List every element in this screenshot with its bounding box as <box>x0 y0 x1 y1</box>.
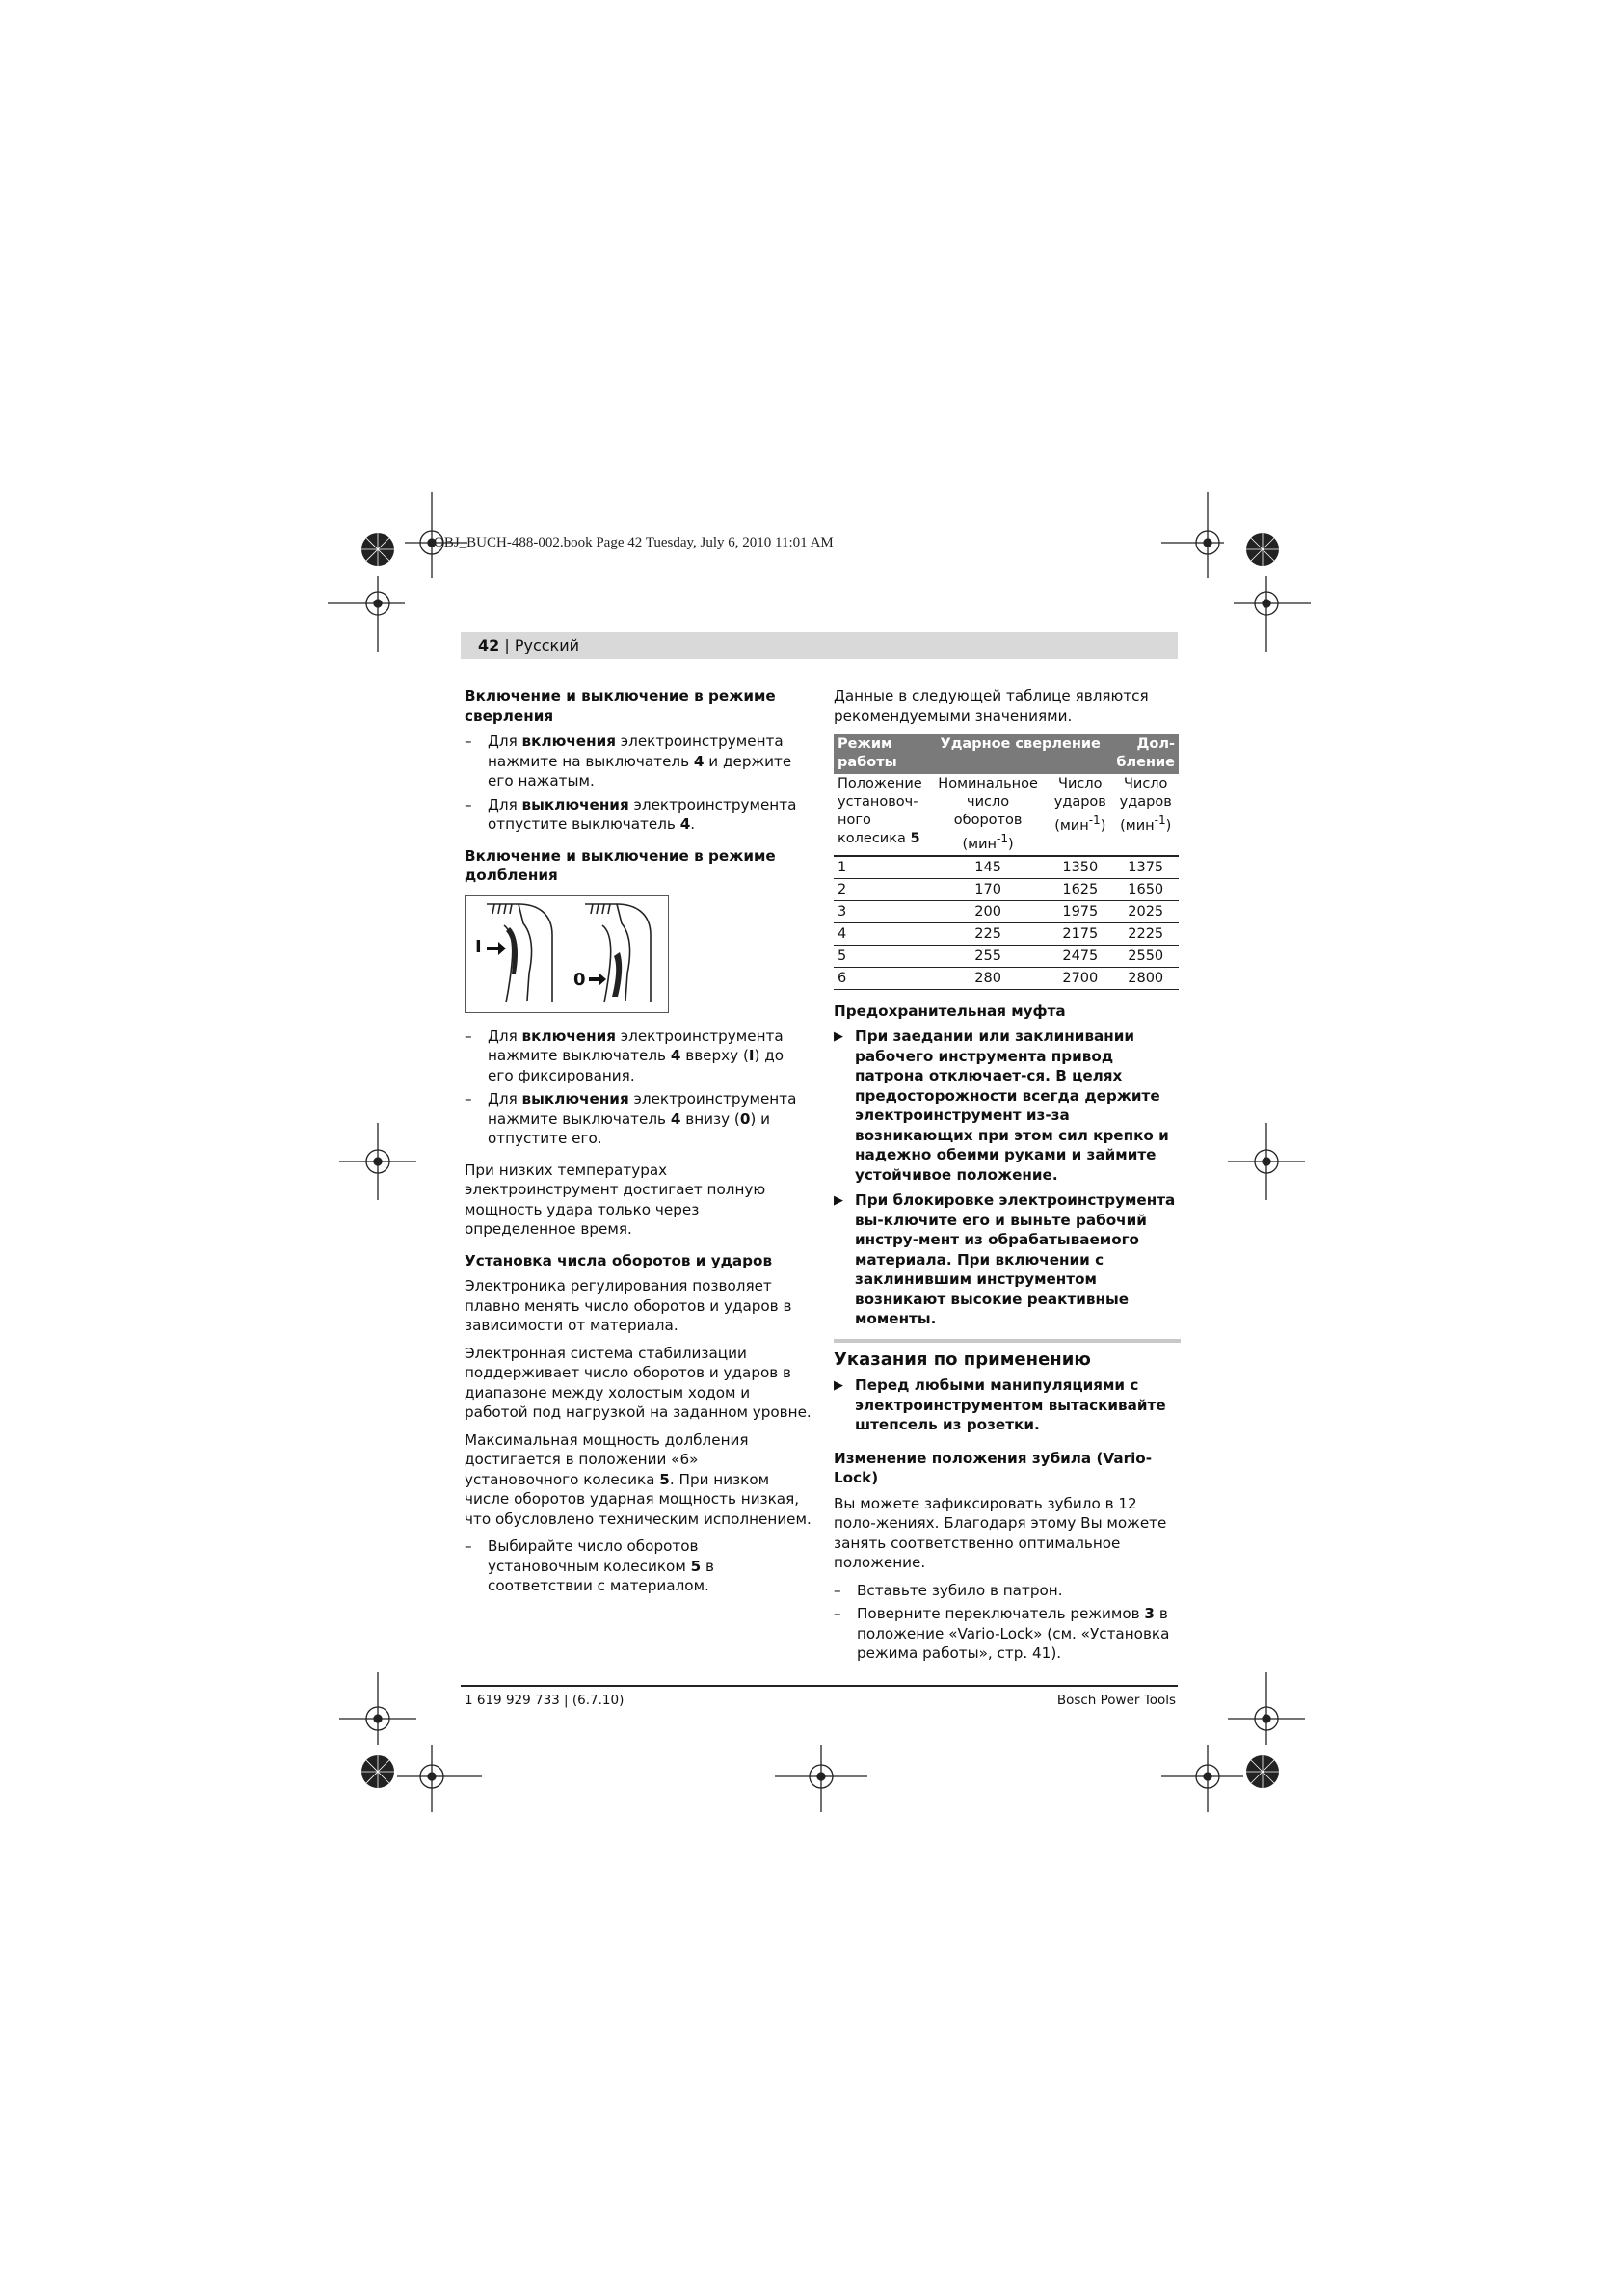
list-item: – Для выключения электроинструмента нажмите выключатель 4 внизу (0) и отпустите его. <box>465 1090 797 1147</box>
paragraph: Электронная система стабилизации поддерживает число оборотов и ударов в диапазоне между холостым ходом и работой под нагрузкой на заданном уровне. <box>465 1344 812 1421</box>
heading-vario-lock: Изменение положения зубила (Vario-Lock) <box>834 1449 1153 1487</box>
switch-illustration <box>465 895 669 1013</box>
right-column <box>834 686 1181 1668</box>
col-mode: Режим работы <box>834 734 928 774</box>
paragraph: Вы можете зафиксировать зубило в 12 поло-жениях. Благодаря этому Вы можете занять соответственно оптимальное положение. <box>834 1494 1167 1572</box>
crosshair-mark <box>775 1745 867 1812</box>
table-intro: Данные в следующей таблице являются рекомендуемыми значениями. <box>834 687 1149 725</box>
crosshair-mark <box>339 1123 416 1200</box>
subhead-bpm-chisel: Число ударов (мин$^{-1}$) <box>1112 774 1179 856</box>
triangle-bullet-icon: ▶ <box>834 1378 843 1394</box>
section-title: Указания по применению <box>834 1348 1091 1370</box>
star-target-mark <box>1246 533 1279 566</box>
list-item: – Для выключения электроинструмента отпустите выключатель 4. <box>465 795 797 833</box>
warning-item: ▶ При блокировке электроинструмента вы-ключите его и выньте рабочий инстру-мент из обрабатываемого материала. При включении с заклинившим инструментом возникают высокие реактивные моменты. <box>834 1191 1176 1328</box>
table-row: 6 280 2700 2800 <box>834 967 1179 989</box>
triangle-bullet-icon: ▶ <box>834 1193 843 1209</box>
crosshair-mark <box>1228 1672 1305 1745</box>
header-language: Русский <box>514 636 580 654</box>
page-number: 42 <box>478 636 500 654</box>
crosshair-mark <box>328 576 405 652</box>
dash-marker: – <box>465 1090 472 1108</box>
list-item: – Выбирайте число оборотов установочным колесиком 5 в соответствии с материалом. <box>465 1537 714 1594</box>
settings-table <box>834 734 1179 990</box>
heading-drill-mode: Включение и выключение в режиме сверления <box>465 687 776 725</box>
warning-item: ▶ При заедании или заклинивании рабочего инструмента привод патрона отключает-ся. В целях предосторожности всегда держите электроинструмент из-за возникающих при этом сил крепко и надежно обеими руками и займите устойчивое положение. <box>834 1028 1169 1184</box>
table-row: 3 200 1975 2025 <box>834 900 1179 922</box>
subhead-rpm: Номинальное число оборотов (мин$^{-1}$) <box>928 774 1048 856</box>
dash-marker: – <box>465 1027 472 1045</box>
paragraph: Электроника регулирования позволяет плавно менять число оборотов и ударов в зависимости от материала. <box>465 1277 792 1334</box>
triangle-bullet-icon: ▶ <box>834 1029 843 1045</box>
table-row: 1 145 1350 1375 <box>834 856 1179 879</box>
subhead-position: Положение установоч-ного колесика 5 <box>834 774 928 856</box>
dash-marker: – <box>465 795 472 814</box>
header-separator: | <box>504 636 510 654</box>
table-header-row <box>834 734 1179 774</box>
footer-doc-number: 1 619 929 733 | (6.7.10) <box>465 1693 625 1708</box>
crosshair-mark <box>1161 1745 1243 1812</box>
footer-rule <box>461 1685 1178 1687</box>
table-row: 4 225 2175 2225 <box>834 922 1179 945</box>
section-divider <box>834 1339 1181 1343</box>
dash-marker: – <box>465 1537 472 1555</box>
footer-brand: Bosch Power Tools <box>1056 1693 1176 1708</box>
dash-marker: – <box>465 733 472 750</box>
list-item: – Для включения электроинструмента нажмите на выключатель 4 и держите его нажатым. <box>465 733 792 789</box>
heading-clutch: Предохранительная муфта <box>834 1001 1066 1020</box>
print-slug: OBJ_BUCH-488-002.book Page 42 Tuesday, July 6, 2010 11:01 AM <box>434 535 834 550</box>
table-row: 5 255 2475 2550 <box>834 945 1179 967</box>
dash-marker: – <box>834 1581 841 1599</box>
star-target-mark <box>361 1755 394 1788</box>
paragraph-cold: При низких температурах электроинструмент достигает полную мощность удара только через определенное время. <box>465 1161 766 1238</box>
warning-item: ▶ Перед любыми манипуляциями с электроинструментом вытаскивайте штепсель из розетки. <box>834 1376 1166 1434</box>
heading-speed-setting: Установка числа оборотов и ударов <box>465 1251 773 1269</box>
list-item: – Для включения электроинструмента нажмите выключатель 4 вверху (I) до его фиксирования. <box>465 1027 785 1084</box>
label-off: 0 <box>573 969 586 990</box>
star-target-mark <box>361 533 394 566</box>
table-subheader-row <box>834 774 1179 856</box>
col-drill: Ударное сверление <box>928 734 1112 774</box>
crosshair-mark <box>1234 576 1311 652</box>
crosshair-mark <box>1228 1123 1305 1200</box>
page-header <box>461 632 1178 659</box>
label-on: I <box>475 936 482 957</box>
arrow-icon <box>487 942 506 955</box>
crosshair-mark <box>1161 492 1224 578</box>
crosshair-mark <box>339 1672 416 1745</box>
left-column <box>465 686 812 1600</box>
paragraph: Максимальная мощность долбления достигается в положении «6» установочного колесика 5. При низком числе оборотов ударная мощность низкая, что обусловлено техническим исполнением. <box>465 1430 812 1528</box>
star-target-mark <box>1246 1755 1279 1788</box>
list-item: – Поверните переключатель режимов 3 в положение «Vario-Lock» (см. «Установка режима работы», стр. 41). <box>834 1605 1170 1663</box>
dash-marker: – <box>834 1605 841 1623</box>
crosshair-mark <box>397 1745 482 1812</box>
list-item: – Вставьте зубило в патрон. <box>834 1581 1063 1599</box>
table-row: 2 170 1625 1650 <box>834 878 1179 900</box>
heading-chisel-mode: Включение и выключение в режиме долбления <box>465 846 776 884</box>
arrow-icon <box>589 973 606 986</box>
subhead-bpm: Число ударов (мин$^{-1}$) <box>1048 774 1112 856</box>
col-chisel: Дол-бление <box>1112 734 1179 774</box>
